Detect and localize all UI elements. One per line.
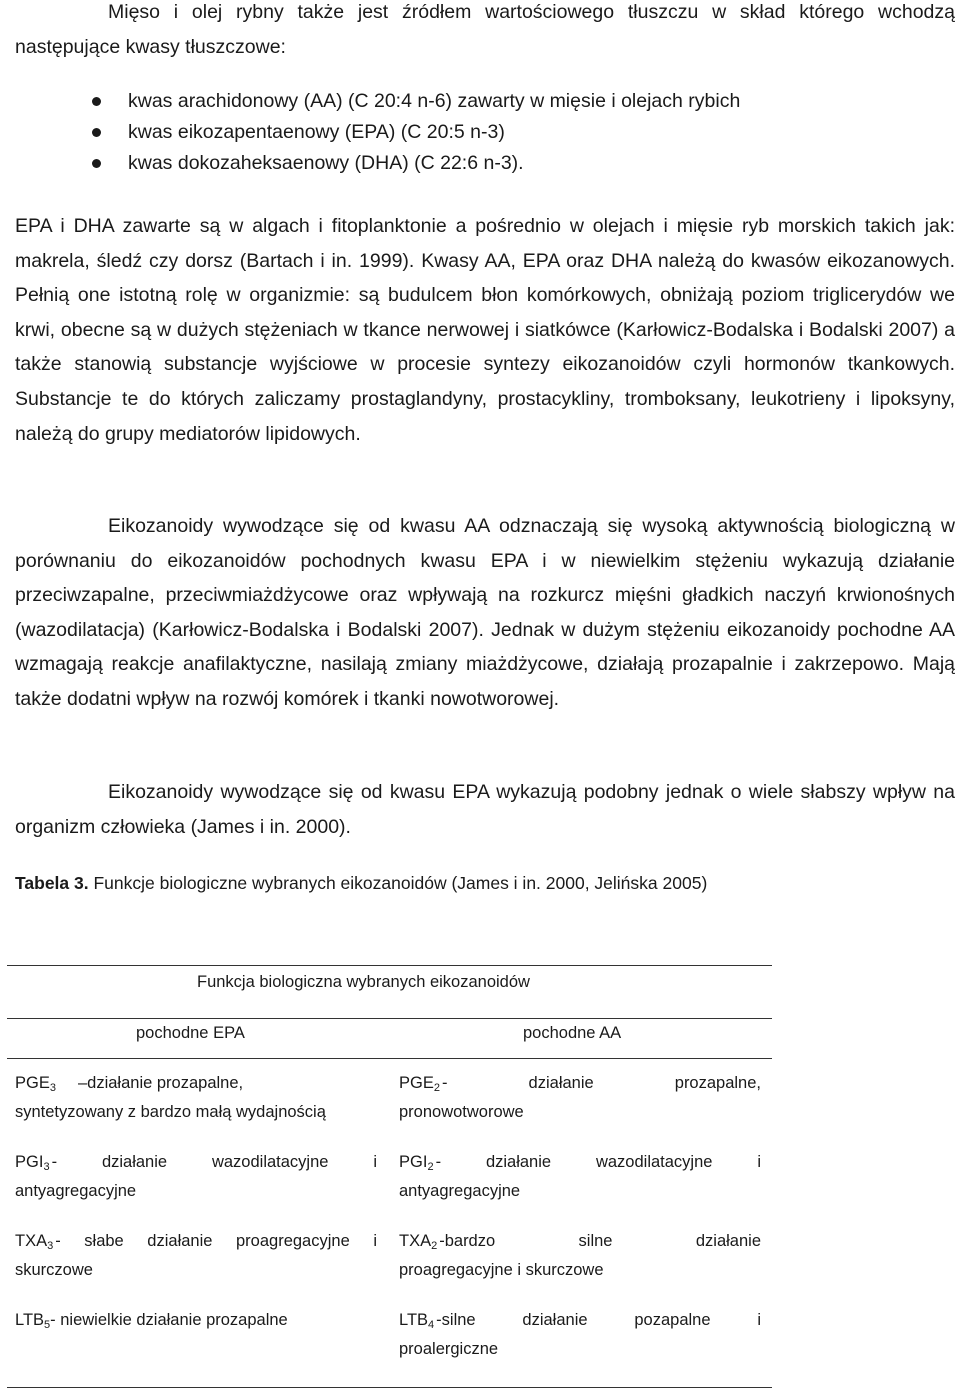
compound-subscript: 3 <box>47 1240 54 1252</box>
compound-subscript: 3 <box>49 1082 56 1094</box>
paragraph-epa-dha: EPA i DHA zawarte są w algach i fitoplanktonie a pośrednio w olejach i mięsie ryb morskich takich jak: makrela, śledź czy dorsz (Bartach i in. 1999). Kwasy AA, EPA oraz DHA należą do kwasów eikozanowych. Pełnią one istotną rolę w organizmie: są budulcem błon komórkowych, obniżają poziom triglicerydów we krwi, obecne są w dużych stężeniach w tkance nerwowej i siatkówce (Karłowicz-Bodalska i Bodalski 2007) a także stanowią substancje wyjściowe w procesie syntezy eikozanoidów czyli hormonów tkankowych. Substancje te do których zaliczamy prostaglandyny, prostacykliny, tromboksany, leukotrieny i lipoksyny, należą do grupy mediatorów lipidowych. <box>15 215 955 445</box>
cell-line2: antyagregacyjne <box>15 1182 137 1200</box>
table-rule-top <box>7 965 772 966</box>
table-cell-epa <box>15 1306 377 1335</box>
table-cell-aa <box>399 1227 761 1285</box>
table-cell-epa <box>15 1148 377 1206</box>
paragraph-epa-text: Eikozanoidy wywodzące się od kwasu EPA wykazują podobny jednak o wiele słabszy wpływ na organizm człowieka (James i in. 2000). <box>15 781 955 838</box>
cell-line1: - niewielkie działanie prozapalne <box>50 1311 288 1329</box>
compound-subscript: 3 <box>43 1161 50 1173</box>
compound-subscript: 2 <box>427 1161 434 1173</box>
cell-line2: syntetyzowany z bardzo małą wydajnością <box>15 1103 326 1121</box>
compound-name: PGE <box>15 1074 50 1092</box>
cell-line2: proagregacyjne i skurczowe <box>399 1261 604 1279</box>
paragraph-aa-eicosanoids <box>15 509 955 717</box>
paragraph-intro-text: Mięso i olej rybny także jest źródłem wartościowego tłuszczu w skład którego wchodzą następujące kwasy tłuszczowe: <box>15 1 955 58</box>
cell-line1: - działanie prozapalne, <box>441 1074 761 1092</box>
list-item: kwas dokozaheksaenowy (DHA) (C 22:6 n-3). <box>90 148 740 179</box>
cell-line2: antyagregacyjne <box>399 1182 521 1200</box>
paragraph-epa-eicosanoids <box>15 775 955 844</box>
column-header-epa: pochodne EPA <box>136 1024 245 1042</box>
table-rule-bottom <box>7 1387 772 1388</box>
paragraph-intro <box>15 0 955 64</box>
compound-subscript: 4 <box>428 1319 435 1331</box>
compound-subscript: 5 <box>44 1319 51 1331</box>
cell-line2: skurczowe <box>15 1261 93 1279</box>
cell-line1: -silne działanie pozapalne i <box>436 1311 761 1329</box>
list-item: kwas eikozapentaenowy (EPA) (C 20:5 n-3) <box>90 117 740 148</box>
compound-name: PGI <box>15 1153 44 1171</box>
paragraph-aa-text: Eikozanoidy wywodzące się od kwasu AA odznaczają się wysoką aktywnością biologiczną w porównaniu do eikozanoidów pochodnych kwasu EPA i w niewielkim stężeniu wykazują działanie przeciwzapalne, przeciwmiażdżycowe oraz wpływają na rozkurcz mięśni gładkich naczyń krwionośnych (wazodilatacja) (Karłowicz-Bodalska i Bodalski 2007). Jednak w dużym stężeniu eikozanoidy pochodne AA wzmagają reakcje anafilaktyczne, nasilają zmiany miażdżycowe, działają prozapalnie i zakrzepowo. Mają także dodatni wpływ na rozwój komórek i tkanki nowotworowej. <box>15 515 955 710</box>
compound-name: LTB <box>399 1311 429 1329</box>
column-header-aa: pochodne AA <box>523 1024 622 1042</box>
table-cell-epa <box>15 1227 377 1285</box>
compound-name: TXA <box>399 1232 432 1250</box>
table-caption-text: Funkcje biologiczne wybranych eikozanoidów (James i in. 2000, Jelińska 2005) <box>88 873 708 893</box>
table-title: Funkcja biologiczna wybranych eikozanoidów <box>197 973 530 991</box>
cell-line1: - działanie wazodilatacyjne i <box>51 1153 377 1171</box>
cell-line1: –działanie prozapalne, <box>77 1074 244 1092</box>
table-rule-columns <box>7 1058 772 1059</box>
cell-line2: proalergiczne <box>399 1340 499 1358</box>
cell-line1: - działanie wazodilatacyjne i <box>435 1153 761 1171</box>
compound-name: PGI <box>399 1153 428 1171</box>
table-rule-header <box>7 1018 772 1019</box>
table-cell-aa <box>399 1148 761 1206</box>
compound-name: PGE <box>399 1074 434 1092</box>
table-cell-aa <box>399 1306 761 1364</box>
compound-subscript: 2 <box>431 1240 438 1252</box>
compound-name: TXA <box>15 1232 48 1250</box>
list-item: kwas arachidonowy (AA) (C 20:4 n-6) zawarty w mięsie i olejach rybich <box>90 86 740 117</box>
table-cell-epa <box>15 1069 377 1127</box>
compound-subscript: 2 <box>433 1082 440 1094</box>
cell-line1: - słabe działanie proagregacyjne i <box>55 1232 377 1250</box>
table-caption <box>15 866 707 900</box>
cell-line2: pronowotworowe <box>399 1103 524 1121</box>
fatty-acid-list <box>90 86 740 179</box>
table-cell-aa <box>399 1069 761 1127</box>
compound-name: LTB <box>15 1311 45 1329</box>
cell-line1: -bardzo silne działanie <box>439 1232 761 1250</box>
table-caption-label: Tabela 3. <box>15 873 89 893</box>
